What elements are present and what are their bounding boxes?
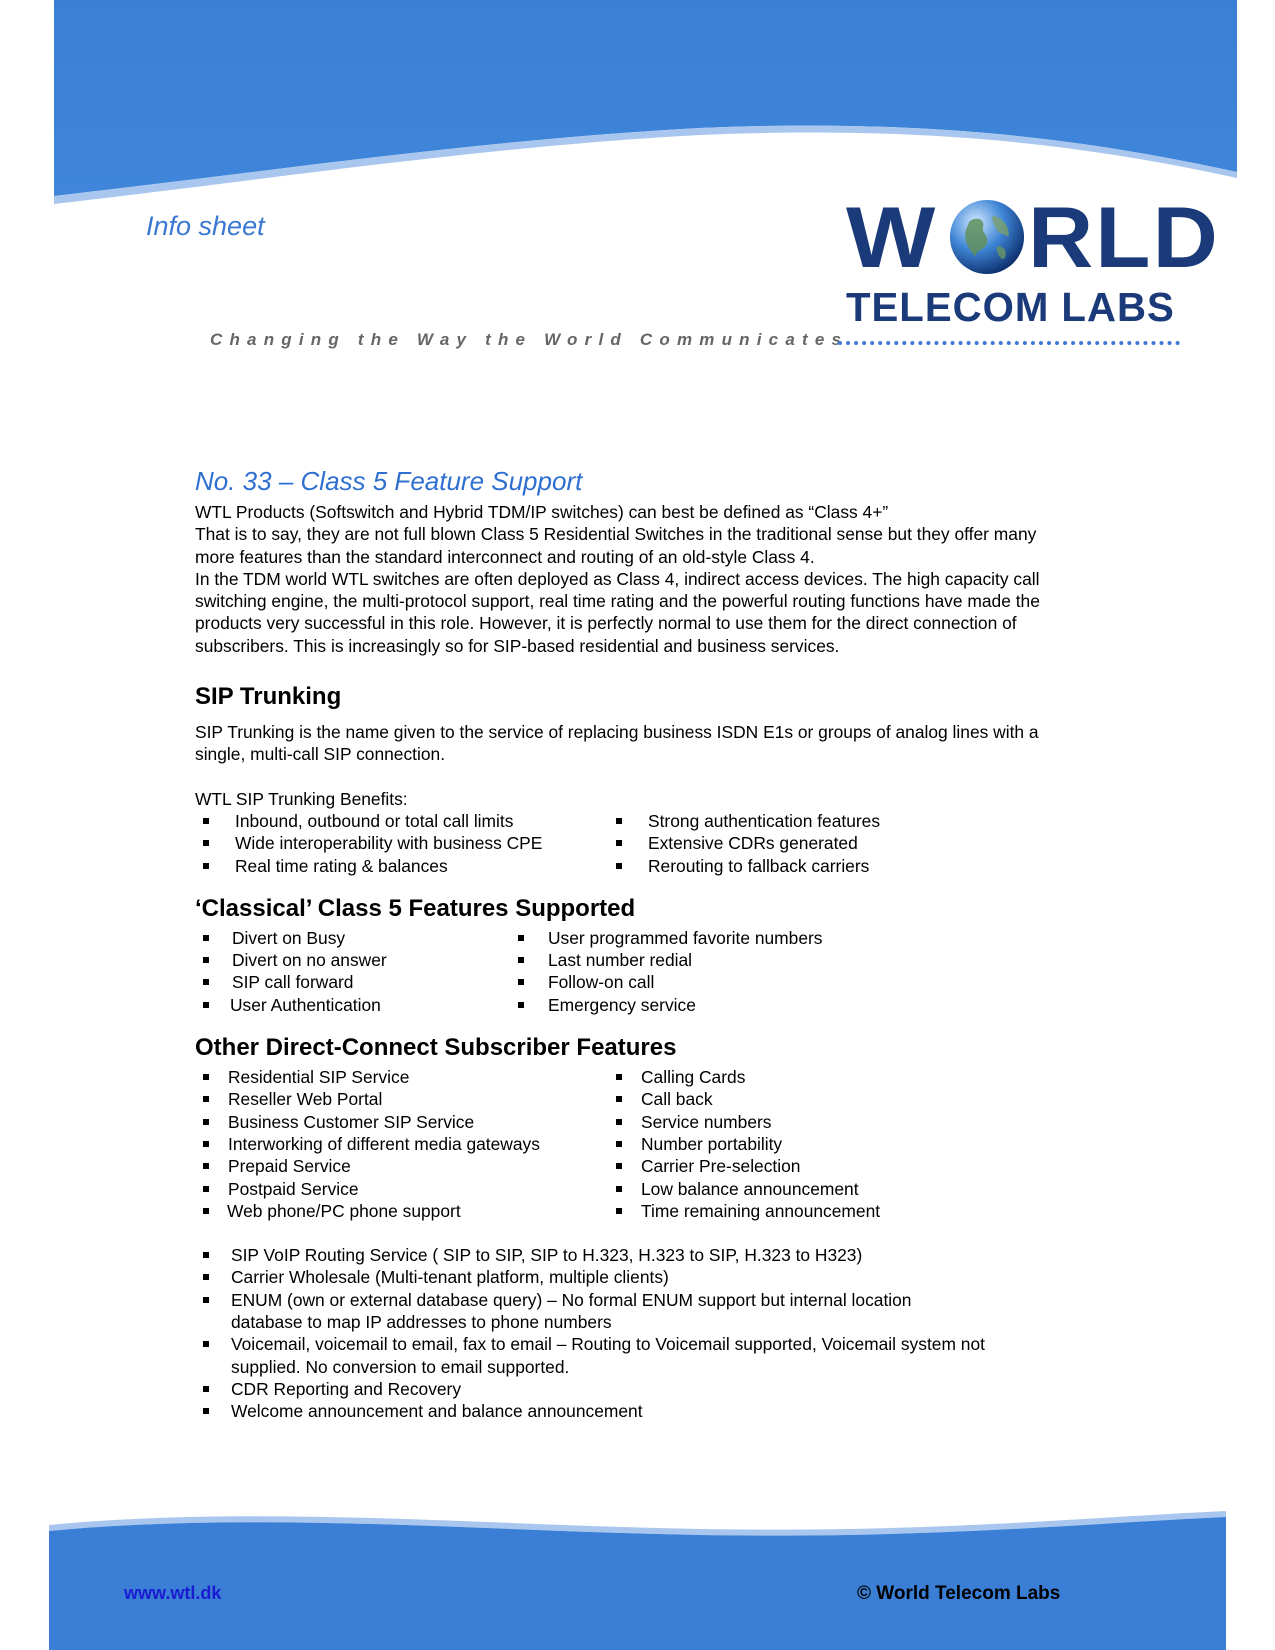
intro-text [195, 501, 1075, 657]
list-item: SIP call forward [195, 971, 510, 993]
list-item: Business Customer SIP Service [195, 1111, 608, 1133]
list-item: Reseller Web Portal [195, 1088, 608, 1110]
list-item: Web phone/PC phone support [195, 1200, 608, 1222]
list-item: Service numbers [608, 1111, 1028, 1133]
website-link[interactable]: www.wtl.dk [124, 1583, 222, 1603]
list-item: Inbound, outbound or total call limits [195, 810, 608, 832]
list-item: Low balance announcement [608, 1178, 1028, 1200]
main-content [195, 466, 1075, 1423]
list-item: Voicemail, voicemail to email, fax to email – Routing to Voicemail supported, Voicemail system not supplied. No conversion to email supported. [195, 1333, 1045, 1378]
list-item: Divert on no answer [195, 949, 510, 971]
list-item: Prepaid Service [195, 1155, 608, 1177]
list-item: Divert on Busy [195, 927, 510, 949]
list-item: Real time rating & balances [195, 855, 608, 877]
list-item: Postpaid Service [195, 1178, 608, 1200]
list-item: Last number redial [510, 949, 930, 971]
classical-features-list [195, 927, 1075, 1016]
list-item: Welcome announcement and balance announcement [195, 1400, 1045, 1422]
header-banner [0, 0, 1275, 220]
section-heading-other-features: Other Direct-Connect Subscriber Features [195, 1034, 677, 1062]
benefits-list [195, 810, 1075, 877]
list-item: Time remaining announcement [608, 1200, 1028, 1222]
section-heading-classical-features: ‘Classical’ Class 5 Features Supported [195, 894, 636, 922]
footer-banner [0, 1495, 1275, 1650]
dotted-divider [838, 341, 1180, 345]
list-item: Emergency service [510, 994, 930, 1016]
document-title: No. 33 – Class 5 Feature Support [195, 466, 583, 496]
section-heading-sip-trunking: SIP Trunking [195, 683, 342, 711]
logo-letters-rld: RLD [1028, 190, 1220, 286]
list-item: ENUM (own or external database query) – No formal ENUM support but internal location database to map IP addresses to phone numbers [195, 1289, 1045, 1334]
logo-subtitle: TELECOM LABS [846, 284, 1175, 330]
info-sheet-label: Info sheet [146, 211, 265, 241]
intro-line: In the TDM world WTL switches are often deployed as Class 4, indirect access devices. The high capacity call switching engine, the multi-protocol support, real time rating and the powerful routing functions have made the products very successful in this role. However, it is perfectly normal to use them for the direct connection of subscribers. This is increasingly so for SIP-based residential and business services. [195, 568, 1040, 656]
list-item: Carrier Pre-selection [608, 1155, 1028, 1177]
globe-icon [948, 198, 1026, 276]
copyright-text: © World Telecom Labs [857, 1583, 1061, 1604]
list-item: User programmed favorite numbers [510, 927, 930, 949]
list-item: Interworking of different media gateways [195, 1133, 608, 1155]
intro-line: That is to say, they are not full blown Class 5 Residential Switches in the traditional sense but they offer many more features than the standard interconnect and routing of an old-style Class 4. [195, 524, 1037, 567]
list-item: Residential SIP Service [195, 1066, 608, 1088]
list-item: SIP VoIP Routing Service ( SIP to SIP, SIP to H.323, H.323 to SIP, H.323 to H323) [195, 1244, 1045, 1266]
list-item: Extensive CDRs generated [608, 832, 1028, 854]
intro-line: WTL Products (Softswitch and Hybrid TDM/IP switches) can best be defined as “Class 4+” [195, 502, 889, 522]
list-item: Wide interoperability with business CPE [195, 832, 608, 854]
list-item: Rerouting to fallback carriers [608, 855, 1028, 877]
sip-trunking-description: SIP Trunking is the name given to the service of replacing business ISDN E1s or groups of analog lines with a single, multi-call SIP connection. [195, 722, 1039, 765]
list-item: User Authentication [195, 994, 510, 1016]
benefits-label: WTL SIP Trunking Benefits: [195, 788, 408, 809]
list-item: CDR Reporting and Recovery [195, 1378, 1045, 1400]
logo-world [846, 188, 1220, 288]
list-item: Number portability [608, 1133, 1028, 1155]
additional-features-list [195, 1244, 1075, 1422]
list-item: Call back [608, 1088, 1028, 1110]
list-item: Carrier Wholesale (Multi-tenant platform, multiple clients) [195, 1266, 1045, 1288]
logo-letter-w: W [846, 190, 938, 286]
list-item: Strong authentication features [608, 810, 1028, 832]
list-item: Calling Cards [608, 1066, 1028, 1088]
list-item: Follow-on call [510, 971, 930, 993]
other-features-list [195, 1066, 1075, 1222]
tagline: Changing the Way the World Communicates [210, 330, 849, 349]
